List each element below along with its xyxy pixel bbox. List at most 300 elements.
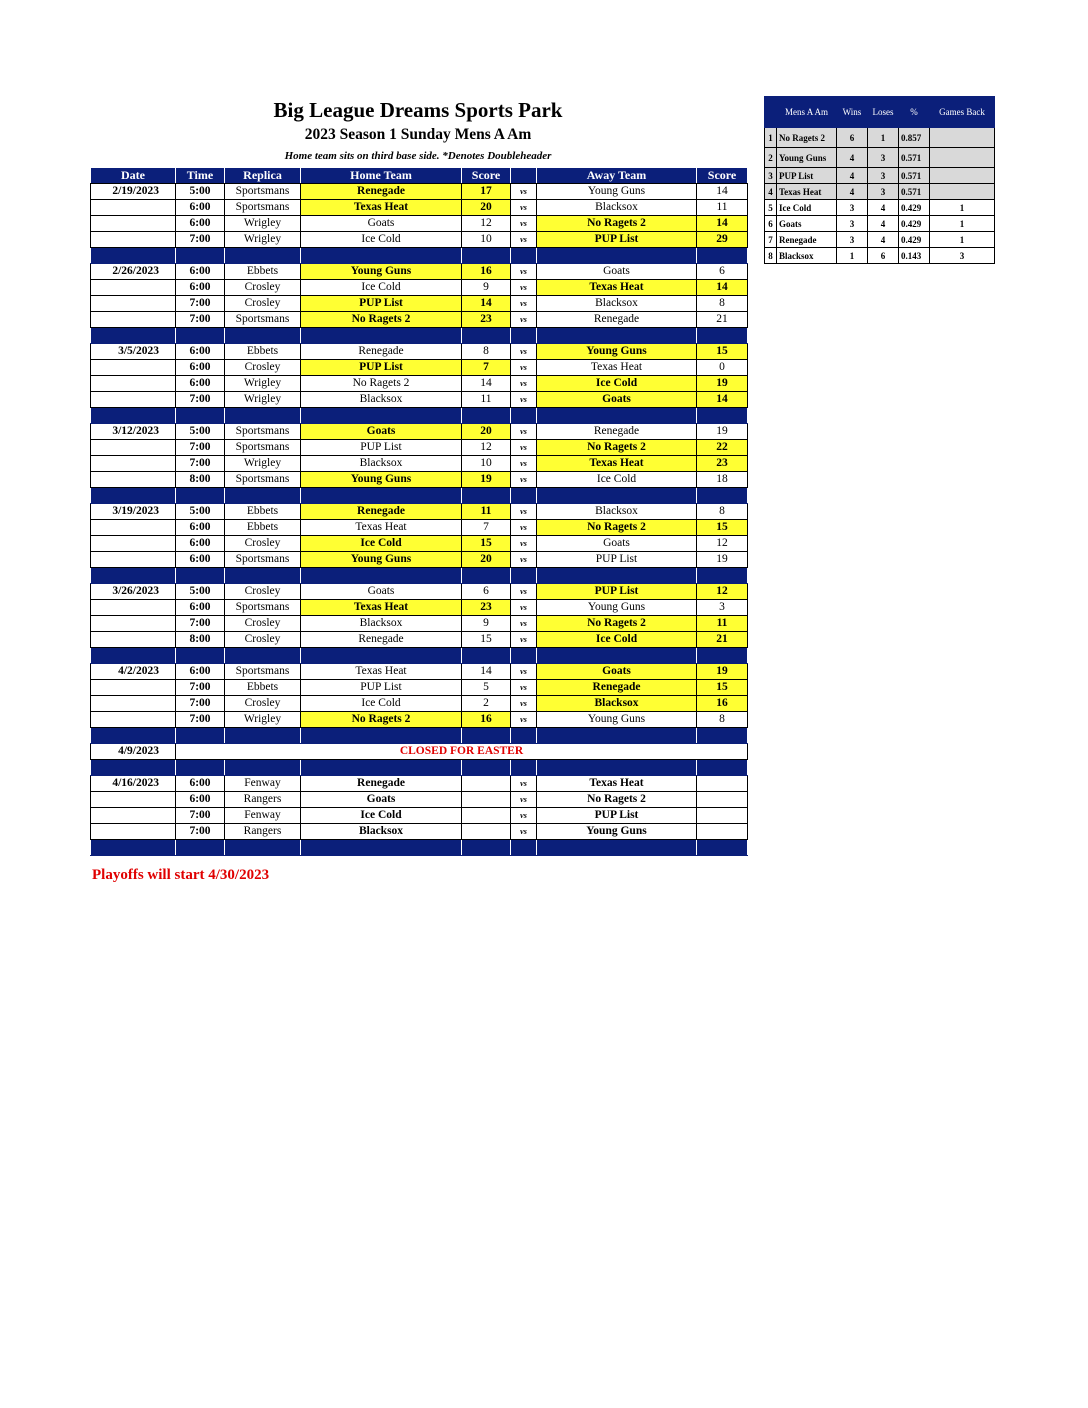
game-field: Ebbets xyxy=(225,520,301,536)
game-time: 7:00 xyxy=(176,616,225,632)
game-field: Sportsmans xyxy=(225,664,301,680)
game-row xyxy=(91,504,748,520)
separator-cell xyxy=(301,488,462,504)
standings-loses: 3 xyxy=(868,168,899,184)
separator-cell xyxy=(537,728,697,744)
standings-pct: 0.571 xyxy=(899,148,930,168)
game-row xyxy=(91,424,748,440)
vs-label: vs xyxy=(511,456,537,472)
home-score: 12 xyxy=(462,440,511,456)
home-team: Young Guns xyxy=(301,472,462,488)
away-team: Young Guns xyxy=(537,344,697,360)
game-row xyxy=(91,216,748,232)
separator-cell xyxy=(537,248,697,264)
game-time: 5:00 xyxy=(176,184,225,200)
home-team: Goats xyxy=(301,216,462,232)
home-team: Ice Cold xyxy=(301,808,462,824)
standings-wins: 4 xyxy=(837,168,868,184)
separator-cell xyxy=(511,760,537,776)
away-score: 14 xyxy=(697,184,748,200)
separator-cell xyxy=(91,408,176,424)
away-team: Renegade xyxy=(537,424,697,440)
vs-label: vs xyxy=(511,824,537,840)
standings-rank: 2 xyxy=(765,148,777,168)
game-date xyxy=(91,200,176,216)
standings-row xyxy=(765,148,995,168)
standings-wins: 4 xyxy=(837,148,868,168)
vs-label: vs xyxy=(511,792,537,808)
game-time: 6:00 xyxy=(176,200,225,216)
game-field: Ebbets xyxy=(225,504,301,520)
away-team: Texas Heat xyxy=(537,456,697,472)
closed-row xyxy=(91,744,748,760)
away-score: 19 xyxy=(697,552,748,568)
game-row xyxy=(91,664,748,680)
vs-label: vs xyxy=(511,696,537,712)
standings-games-back: 1 xyxy=(930,216,995,232)
game-date xyxy=(91,616,176,632)
standings-header-row xyxy=(765,97,995,128)
week-separator xyxy=(91,728,748,744)
game-time: 6:00 xyxy=(176,280,225,296)
home-score: 10 xyxy=(462,456,511,472)
home-score: 16 xyxy=(462,712,511,728)
separator-cell xyxy=(537,568,697,584)
home-score: 14 xyxy=(462,664,511,680)
separator-cell xyxy=(511,408,537,424)
standings-pct: 0.571 xyxy=(899,168,930,184)
separator-cell xyxy=(697,568,748,584)
game-field: Sportsmans xyxy=(225,184,301,200)
away-score: 12 xyxy=(697,536,748,552)
separator-cell xyxy=(176,408,225,424)
separator-cell xyxy=(225,248,301,264)
game-field: Crosley xyxy=(225,280,301,296)
game-row xyxy=(91,344,748,360)
col-date: Date xyxy=(91,168,176,184)
game-time: 6:00 xyxy=(176,344,225,360)
standings-rank: 5 xyxy=(765,200,777,216)
away-team: Renegade xyxy=(537,680,697,696)
vs-label: vs xyxy=(511,584,537,600)
schedule-note: Home team sits on third base side. *Denotes Doubleheader xyxy=(284,150,552,162)
game-field: Crosley xyxy=(225,632,301,648)
separator-cell xyxy=(91,568,176,584)
separator-cell xyxy=(301,568,462,584)
separator-cell xyxy=(91,648,176,664)
game-time: 7:00 xyxy=(176,712,225,728)
home-team: Blacksox xyxy=(301,616,462,632)
separator-cell xyxy=(301,328,462,344)
game-row xyxy=(91,472,748,488)
standings-team: Goats xyxy=(777,216,837,232)
away-team: Ice Cold xyxy=(537,376,697,392)
away-team: Renegade xyxy=(537,312,697,328)
separator-cell xyxy=(225,488,301,504)
schedule-header-row xyxy=(91,168,748,184)
game-time: 6:00 xyxy=(176,792,225,808)
standings-wins: 4 xyxy=(837,184,868,200)
vs-label: vs xyxy=(511,536,537,552)
game-row xyxy=(91,536,748,552)
game-row xyxy=(91,264,748,280)
col-vs xyxy=(511,168,537,184)
separator-cell xyxy=(537,760,697,776)
standings-pct: 0.429 xyxy=(899,232,930,248)
home-score: 23 xyxy=(462,312,511,328)
separator-cell xyxy=(462,408,511,424)
standings-wins: 3 xyxy=(837,200,868,216)
home-team: Renegade xyxy=(301,344,462,360)
game-row xyxy=(91,360,748,376)
game-field: Sportsmans xyxy=(225,424,301,440)
game-date xyxy=(91,312,176,328)
separator-cell xyxy=(537,840,697,856)
game-row xyxy=(91,680,748,696)
home-team: PUP List xyxy=(301,360,462,376)
game-field: Sportsmans xyxy=(225,312,301,328)
home-team: Texas Heat xyxy=(301,664,462,680)
game-field: Wrigley xyxy=(225,456,301,472)
game-time: 6:00 xyxy=(176,216,225,232)
game-row xyxy=(91,808,748,824)
separator-cell xyxy=(537,408,697,424)
separator-cell xyxy=(225,648,301,664)
separator-cell xyxy=(301,728,462,744)
standings-row xyxy=(765,184,995,200)
away-score: 0 xyxy=(697,360,748,376)
home-score: 7 xyxy=(462,520,511,536)
separator-cell xyxy=(462,328,511,344)
home-score: 20 xyxy=(462,424,511,440)
away-team: Texas Heat xyxy=(537,360,697,376)
standings-wins: 3 xyxy=(837,232,868,248)
separator-cell xyxy=(91,248,176,264)
standings-team: PUP List xyxy=(777,168,837,184)
home-score xyxy=(462,824,511,840)
home-team: Texas Heat xyxy=(301,200,462,216)
away-score: 14 xyxy=(697,280,748,296)
home-score: 6 xyxy=(462,584,511,600)
standings-games-back: 1 xyxy=(930,200,995,216)
game-date xyxy=(91,536,176,552)
away-team: Ice Cold xyxy=(537,472,697,488)
away-team: No Ragets 2 xyxy=(537,216,697,232)
separator-cell xyxy=(697,648,748,664)
game-row xyxy=(91,632,748,648)
game-row xyxy=(91,600,748,616)
game-field: Crosley xyxy=(225,696,301,712)
home-score: 20 xyxy=(462,200,511,216)
game-field: Wrigley xyxy=(225,376,301,392)
game-date xyxy=(91,456,176,472)
vs-label: vs xyxy=(511,392,537,408)
away-score: 19 xyxy=(697,424,748,440)
standings-team: No Ragets 2 xyxy=(777,128,837,148)
standings-row xyxy=(765,128,995,148)
week-separator xyxy=(91,488,748,504)
standings-games-back xyxy=(930,184,995,200)
col-home-score: Score xyxy=(462,168,511,184)
home-team: Ice Cold xyxy=(301,232,462,248)
separator-cell xyxy=(511,248,537,264)
standings-pct: 0.429 xyxy=(899,200,930,216)
game-date xyxy=(91,296,176,312)
page-subtitle: 2023 Season 1 Sunday Mens A Am xyxy=(304,126,532,143)
game-time: 6:00 xyxy=(176,376,225,392)
separator-cell xyxy=(301,840,462,856)
game-field: Crosley xyxy=(225,584,301,600)
standings-rank: 7 xyxy=(765,232,777,248)
standings-team: Ice Cold xyxy=(777,200,837,216)
separator-cell xyxy=(91,488,176,504)
standings-pct: 0.571 xyxy=(899,184,930,200)
game-row xyxy=(91,616,748,632)
away-team: PUP List xyxy=(537,584,697,600)
away-score: 14 xyxy=(697,392,748,408)
vs-label: vs xyxy=(511,504,537,520)
game-row xyxy=(91,584,748,600)
vs-label: vs xyxy=(511,552,537,568)
game-row xyxy=(91,824,748,840)
separator-cell xyxy=(225,840,301,856)
away-score: 6 xyxy=(697,264,748,280)
separator-cell xyxy=(301,248,462,264)
away-score: 19 xyxy=(697,664,748,680)
standings-games-back xyxy=(930,148,995,168)
separator-cell xyxy=(91,760,176,776)
away-score xyxy=(697,776,748,792)
separator-cell xyxy=(225,408,301,424)
away-team: Goats xyxy=(537,264,697,280)
separator-cell xyxy=(462,760,511,776)
away-score: 15 xyxy=(697,520,748,536)
separator-cell xyxy=(697,728,748,744)
home-score: 5 xyxy=(462,680,511,696)
home-score: 11 xyxy=(462,392,511,408)
game-row xyxy=(91,200,748,216)
standings-wins: 1 xyxy=(837,248,868,264)
game-field: Sportsmans xyxy=(225,200,301,216)
vs-label: vs xyxy=(511,232,537,248)
game-date xyxy=(91,392,176,408)
home-team: Goats xyxy=(301,792,462,808)
separator-cell xyxy=(301,408,462,424)
home-team: Young Guns xyxy=(301,264,462,280)
away-team: No Ragets 2 xyxy=(537,520,697,536)
game-date xyxy=(91,360,176,376)
separator-cell xyxy=(537,648,697,664)
separator-cell xyxy=(462,728,511,744)
away-score: 11 xyxy=(697,200,748,216)
vs-label: vs xyxy=(511,472,537,488)
separator-cell xyxy=(697,248,748,264)
separator-cell xyxy=(225,760,301,776)
standings-col-division: Mens A Am xyxy=(777,97,837,128)
home-score: 14 xyxy=(462,376,511,392)
away-score: 22 xyxy=(697,440,748,456)
game-date xyxy=(91,632,176,648)
game-time: 6:00 xyxy=(176,552,225,568)
separator-cell xyxy=(697,328,748,344)
game-date: 3/26/2023 xyxy=(91,584,176,600)
home-team: Goats xyxy=(301,584,462,600)
away-score: 21 xyxy=(697,312,748,328)
game-date xyxy=(91,216,176,232)
away-team: Young Guns xyxy=(537,184,697,200)
away-score: 12 xyxy=(697,584,748,600)
home-score: 12 xyxy=(462,216,511,232)
game-date xyxy=(91,680,176,696)
standings-loses: 4 xyxy=(868,200,899,216)
away-team: Young Guns xyxy=(537,600,697,616)
home-team: Goats xyxy=(301,424,462,440)
playoffs-note: Playoffs will start 4/30/2023 xyxy=(92,867,270,883)
standings-team: Young Guns xyxy=(777,148,837,168)
game-date: 4/2/2023 xyxy=(91,664,176,680)
game-row xyxy=(91,296,748,312)
vs-label: vs xyxy=(511,712,537,728)
home-score: 15 xyxy=(462,632,511,648)
game-time: 6:00 xyxy=(176,520,225,536)
separator-cell xyxy=(537,328,697,344)
game-field: Rangers xyxy=(225,824,301,840)
game-field: Sportsmans xyxy=(225,552,301,568)
vs-label: vs xyxy=(511,184,537,200)
vs-label: vs xyxy=(511,424,537,440)
game-field: Wrigley xyxy=(225,712,301,728)
game-field: Fenway xyxy=(225,808,301,824)
home-team: Ice Cold xyxy=(301,536,462,552)
away-team: Blacksox xyxy=(537,696,697,712)
week-separator xyxy=(91,648,748,664)
home-team: No Ragets 2 xyxy=(301,376,462,392)
game-field: Crosley xyxy=(225,616,301,632)
home-team: Blacksox xyxy=(301,392,462,408)
separator-cell xyxy=(462,648,511,664)
game-field: Wrigley xyxy=(225,216,301,232)
closed-notice: CLOSED FOR EASTER xyxy=(176,744,748,760)
standings-games-back: 3 xyxy=(930,248,995,264)
home-team: Young Guns xyxy=(301,552,462,568)
away-team: Blacksox xyxy=(537,504,697,520)
away-score: 14 xyxy=(697,216,748,232)
week-separator xyxy=(91,760,748,776)
away-team: Blacksox xyxy=(537,200,697,216)
separator-cell xyxy=(697,760,748,776)
away-team: PUP List xyxy=(537,232,697,248)
home-score xyxy=(462,808,511,824)
home-score: 11 xyxy=(462,504,511,520)
game-date: 3/19/2023 xyxy=(91,504,176,520)
separator-cell xyxy=(176,760,225,776)
home-team: Texas Heat xyxy=(301,600,462,616)
game-time: 7:00 xyxy=(176,680,225,696)
game-date xyxy=(91,232,176,248)
home-score xyxy=(462,776,511,792)
game-row xyxy=(91,392,748,408)
home-score: 9 xyxy=(462,616,511,632)
separator-cell xyxy=(301,760,462,776)
game-row xyxy=(91,712,748,728)
away-score: 23 xyxy=(697,456,748,472)
vs-label: vs xyxy=(511,200,537,216)
home-score: 8 xyxy=(462,344,511,360)
game-time: 7:00 xyxy=(176,696,225,712)
away-score: 21 xyxy=(697,632,748,648)
standings-games-back xyxy=(930,168,995,184)
game-field: Ebbets xyxy=(225,344,301,360)
away-team: Texas Heat xyxy=(537,280,697,296)
game-date xyxy=(91,280,176,296)
away-score: 16 xyxy=(697,696,748,712)
separator-cell xyxy=(462,568,511,584)
standings-col-loses: Loses xyxy=(868,97,899,128)
game-time: 8:00 xyxy=(176,632,225,648)
away-score: 15 xyxy=(697,680,748,696)
home-team: PUP List xyxy=(301,440,462,456)
standings-wins: 6 xyxy=(837,128,868,148)
away-score: 8 xyxy=(697,712,748,728)
game-date: 4/16/2023 xyxy=(91,776,176,792)
standings-loses: 4 xyxy=(868,232,899,248)
away-score: 8 xyxy=(697,504,748,520)
standings-col-games-back: Games Back xyxy=(930,97,995,128)
standings-loses: 3 xyxy=(868,184,899,200)
vs-label: vs xyxy=(511,360,537,376)
vs-label: vs xyxy=(511,376,537,392)
game-row xyxy=(91,456,748,472)
standings-col-pct: % xyxy=(899,97,930,128)
away-score: 11 xyxy=(697,616,748,632)
game-field: Sportsmans xyxy=(225,440,301,456)
standings-pct: 0.143 xyxy=(899,248,930,264)
game-date xyxy=(91,440,176,456)
standings-row xyxy=(765,232,995,248)
away-score xyxy=(697,792,748,808)
home-team: Texas Heat xyxy=(301,520,462,536)
separator-cell xyxy=(697,488,748,504)
home-score: 17 xyxy=(462,184,511,200)
away-team: Goats xyxy=(537,664,697,680)
standings-team: Blacksox xyxy=(777,248,837,264)
game-date: 2/26/2023 xyxy=(91,264,176,280)
game-row xyxy=(91,280,748,296)
separator-cell xyxy=(537,488,697,504)
game-time: 7:00 xyxy=(176,312,225,328)
away-team: Goats xyxy=(537,392,697,408)
home-team: Blacksox xyxy=(301,824,462,840)
game-row xyxy=(91,520,748,536)
game-time: 7:00 xyxy=(176,824,225,840)
separator-cell xyxy=(176,328,225,344)
standings-row xyxy=(765,168,995,184)
standings-rank: 4 xyxy=(765,184,777,200)
home-score: 14 xyxy=(462,296,511,312)
separator-cell xyxy=(511,840,537,856)
home-team: No Ragets 2 xyxy=(301,312,462,328)
game-time: 7:00 xyxy=(176,392,225,408)
game-field: Ebbets xyxy=(225,264,301,280)
separator-cell xyxy=(225,328,301,344)
standings-rank: 8 xyxy=(765,248,777,264)
game-field: Crosley xyxy=(225,536,301,552)
standings-row xyxy=(765,248,995,264)
away-score: 29 xyxy=(697,232,748,248)
away-team: Young Guns xyxy=(537,712,697,728)
separator-cell xyxy=(176,840,225,856)
standings-pct: 0.857 xyxy=(899,128,930,148)
